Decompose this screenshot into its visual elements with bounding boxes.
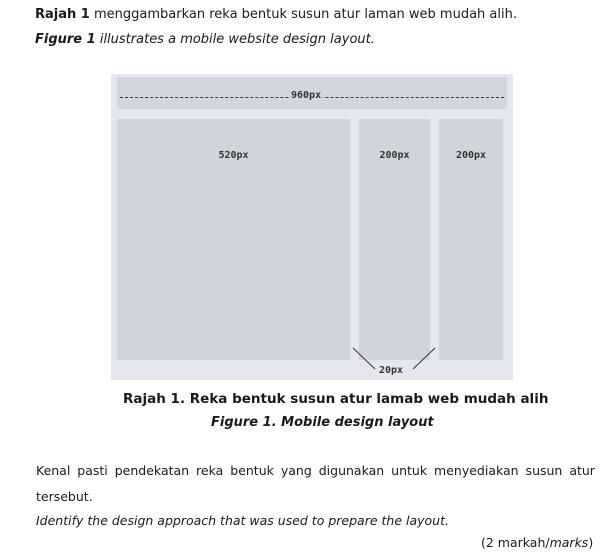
column-main xyxy=(117,119,350,360)
intro-malay-text: menggambarkan reka bentuk susun atur laman web mudah alih. xyxy=(89,7,517,22)
gutter-label: 20px xyxy=(379,365,404,376)
intro-english-text: illustrates a mobile website design layout. xyxy=(95,32,375,47)
intro-english-bold: Figure 1 xyxy=(35,32,96,47)
column-middle xyxy=(359,119,430,360)
column-right xyxy=(439,119,503,360)
column-main-label: 520px xyxy=(218,150,249,161)
marks-prefix: (2 markah/ xyxy=(481,535,550,550)
caption-malay: Rajah 1. Reka bentuk susun atur lamab web mudah alih xyxy=(123,391,549,407)
layout-figure xyxy=(111,74,513,380)
total-width-label: 960px xyxy=(291,90,322,101)
gutter-right-line xyxy=(413,348,435,369)
total-width-bar xyxy=(117,77,507,109)
question-english: Identify the design approach that was used to prepare the layout. xyxy=(36,513,449,528)
marks-suffix: ) xyxy=(588,535,594,550)
marks-italic: marks xyxy=(549,535,589,550)
intro-english xyxy=(35,32,375,48)
caption-english: Figure 1. Mobile design layout xyxy=(211,415,434,430)
question-malay-line1: Kenal pasti pendekatan reka bentuk yang digunakan untuk menyediakan susun atur xyxy=(36,463,595,478)
intro-malay xyxy=(35,7,517,23)
column-middle-label: 200px xyxy=(379,150,410,161)
marks xyxy=(481,535,593,551)
gutter-left-line xyxy=(353,348,375,369)
intro-malay-bold: Rajah 1 xyxy=(35,7,90,22)
column-right-label: 200px xyxy=(455,150,487,161)
question-malay-line2: tersebut. xyxy=(36,489,93,504)
